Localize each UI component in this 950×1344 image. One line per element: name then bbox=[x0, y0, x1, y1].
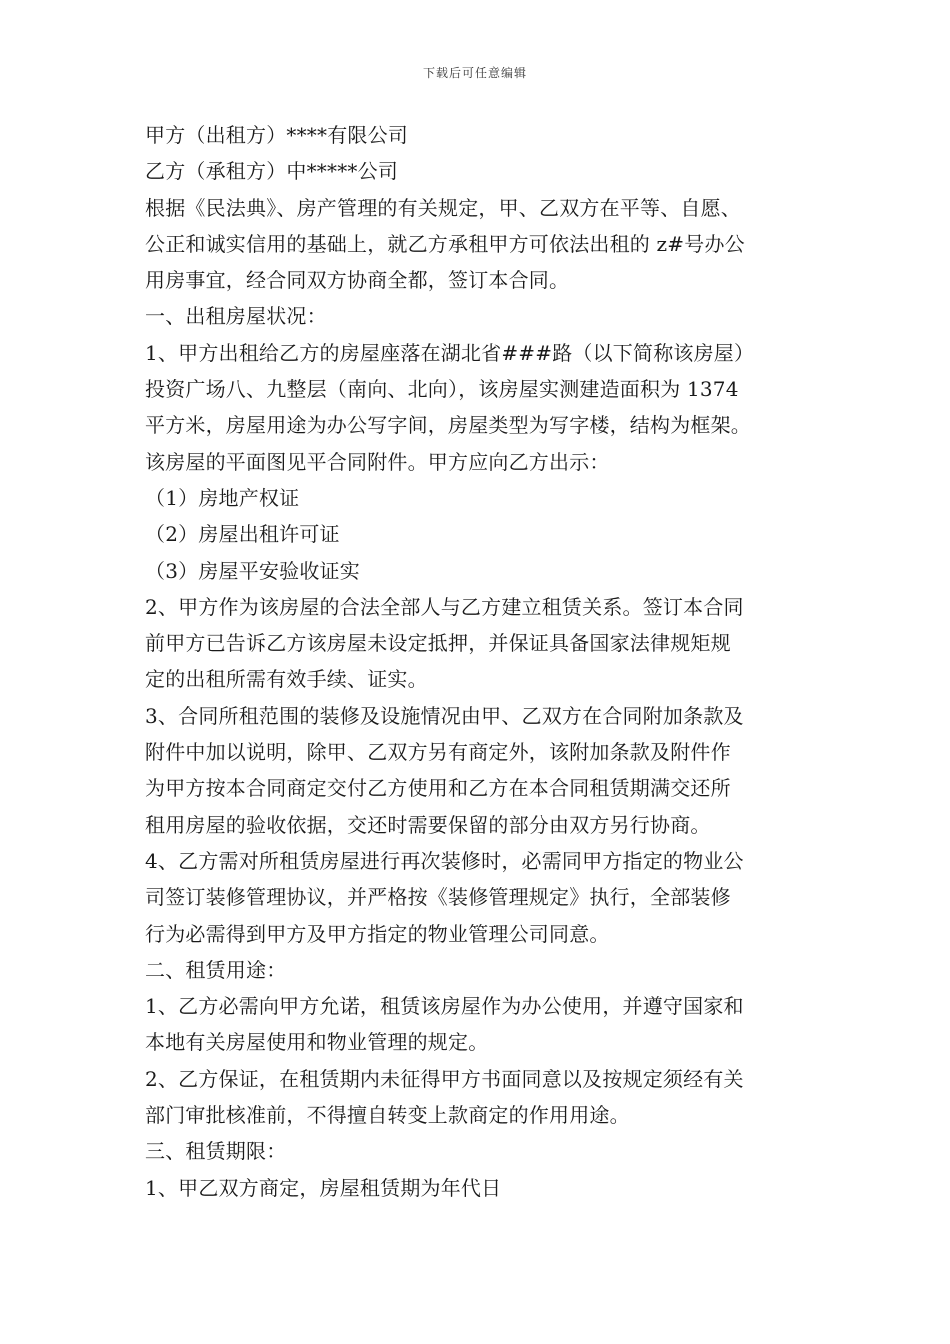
clause-line: 2、乙方保证，在租赁期内未征得甲方书面同意以及按规定须经有关 bbox=[145, 1066, 744, 1091]
clause-line: 该房屋的平面图见平合同附件。甲方应向乙方出示： bbox=[145, 449, 610, 474]
clause-line: 租用房屋的验收依据，交还时需要保留的部分由双方另行协商。 bbox=[145, 812, 711, 837]
clause-line: 4、乙方需对所租赁房屋进行再次装修时，必需同甲方指定的物业公 bbox=[145, 848, 744, 873]
clause-line: 附件中加以说明，除甲、乙双方另有商定外，该附加条款及附件作 bbox=[145, 740, 731, 765]
clause-line: 定的出租所需有效手续、证实。 bbox=[145, 667, 428, 692]
clause-line: 为甲方按本合同商定交付乙方使用和乙方在本合同租赁期满交还所 bbox=[145, 776, 731, 801]
clause-line: 投资广场八、九整层（南向、北向），该房屋实测建造面积为 1374 bbox=[145, 377, 739, 402]
section-heading: 三、租赁期限： bbox=[145, 1139, 287, 1164]
clause-line: 本地有关房屋使用和物业管理的规定。 bbox=[145, 1030, 489, 1055]
preamble-line: 根据《民法典》、房产管理的有关规定，甲、乙双方在平等、自愿、 bbox=[145, 195, 741, 220]
clause-line: 部门审批核准前，不得擅自转变上款商定的作用用途。 bbox=[145, 1103, 630, 1128]
preamble-line: 用房事宜，经合同双方协商全都，签订本合同。 bbox=[145, 268, 570, 293]
list-item: （2）房屋出租许可证 bbox=[145, 522, 340, 547]
clause-line: 行为必需得到甲方及甲方指定的物业管理公司同意。 bbox=[145, 921, 610, 946]
party-a-line: 甲方（出租方）****有限公司 bbox=[145, 123, 408, 147]
clause-line: 1、甲方出租给乙方的房屋座落在湖北省###路（以下简称该房屋） bbox=[145, 340, 755, 365]
list-item: （1）房地产权证 bbox=[145, 485, 300, 510]
section-heading: 二、租赁用途： bbox=[145, 957, 287, 982]
clause-line: 2、甲方作为该房屋的合法全部人与乙方建立租赁关系。签订本合同 bbox=[145, 594, 744, 619]
list-item: （3）房屋平安验收证实 bbox=[145, 558, 360, 583]
section-heading: 一、出租房屋状况： bbox=[145, 304, 327, 329]
clause-line: 3、合同所租范围的装修及设施情况由甲、乙双方在合同附加条款及 bbox=[145, 703, 744, 728]
preamble-line: 公正和诚实信用的基础上，就乙方承租甲方可依法出租的 z#号办公 bbox=[145, 231, 745, 256]
document-body bbox=[145, 117, 815, 1206]
clause-line: 司签订装修管理协议，并严格按《装修管理规定》执行，全部装修 bbox=[145, 885, 731, 910]
page-header: 下载后可任意编辑 bbox=[422, 66, 527, 80]
clause-line: 平方米，房屋用途为办公写字间，房屋类型为写字楼，结构为框架。 bbox=[145, 413, 751, 438]
clause-line: 1、乙方必需向甲方允诺，租赁该房屋作为办公使用，并遵守国家和 bbox=[145, 994, 744, 1019]
clause-line: 1、甲乙双方商定，房屋租赁期为年代日 bbox=[145, 1175, 502, 1200]
clause-line: 前甲方已告诉乙方该房屋未设定抵押，并保证具备国家法律规矩规 bbox=[145, 631, 731, 656]
party-b-line: 乙方（承租方）中*****公司 bbox=[145, 159, 398, 184]
